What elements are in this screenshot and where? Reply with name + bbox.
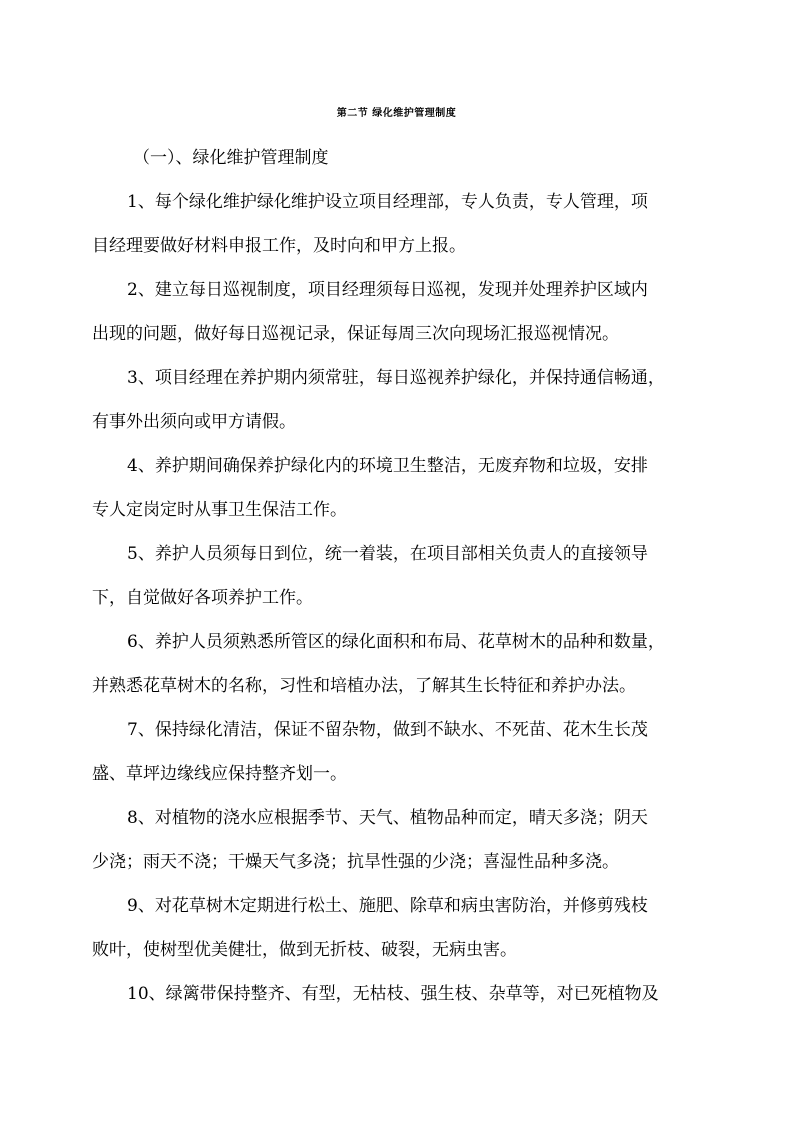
paragraph-6-line-2: 并熟悉花草树木的名称，习性和培植办法，了解其生长特征和养护办法。 (92, 676, 636, 696)
paragraph-4-line-1: 4、养护期间确保养护绿化内的环境卫生整洁，无废弃物和垃圾，安排 (127, 456, 648, 476)
paragraph-9-line-1: 9、对花草树木定期进行松土、施肥、除草和病虫害防治，并修剪残枝 (127, 896, 648, 916)
paragraph-6-line-1: 6、养护人员须熟悉所管区的绿化面积和布局、花草树木的品种和数量， (127, 632, 665, 652)
subheading: （一）、绿化维护管理制度 (133, 148, 329, 168)
paragraph-9-line-2: 败叶，使树型优美健壮，做到无折枝、破裂，无病虫害。 (92, 940, 517, 960)
paragraph-7-line-2: 盛、草坪边缘线应保持整齐划一。 (92, 764, 347, 784)
paragraph-7-line-1: 7、保持绿化清洁，保证不留杂物，做到不缺水、不死苗、花木生长茂 (127, 720, 648, 740)
paragraph-8-line-1: 8、对植物的浇水应根据季节、天气、植物品种而定，晴天多浇；阴天 (127, 808, 648, 828)
paragraph-8-line-2: 少浇；雨天不浇；干燥天气多浇；抗旱性强的少浇；喜湿性品种多浇。 (92, 852, 619, 872)
paragraph-3-line-1: 3、项目经理在养护期内须常驻，每日巡视养护绿化，并保持通信畅通， (127, 368, 665, 388)
section-title: 第二节 绿化维护管理制度 (336, 108, 457, 119)
paragraph-10-line-1: 10、绿篱带保持整齐、有型，无枯枝、强生枝、杂草等，对已死植物及 (127, 984, 659, 1004)
paragraph-2-line-2: 出现的问题，做好每日巡视记录，保证每周三次向现场汇报巡视情况。 (92, 324, 619, 344)
paragraph-5-line-2: 下，自觉做好各项养护工作。 (92, 588, 313, 608)
paragraph-5-line-1: 5、养护人员须每日到位，统一着装，在项目部相关负责人的直接领导 (127, 544, 648, 564)
paragraph-3-line-2: 有事外出须向或甲方请假。 (92, 412, 296, 432)
paragraph-1-line-1: 1、每个绿化维护绿化维护设立项目经理部，专人负责，专人管理，项 (127, 192, 648, 212)
paragraph-4-line-2: 专人定岗定时从事卫生保洁工作。 (92, 500, 347, 520)
paragraph-1-line-2: 目经理要做好材料申报工作，及时向和甲方上报。 (92, 236, 466, 256)
paragraph-2-line-1: 2、建立每日巡视制度，项目经理须每日巡视，发现并处理养护区域内 (127, 280, 648, 300)
